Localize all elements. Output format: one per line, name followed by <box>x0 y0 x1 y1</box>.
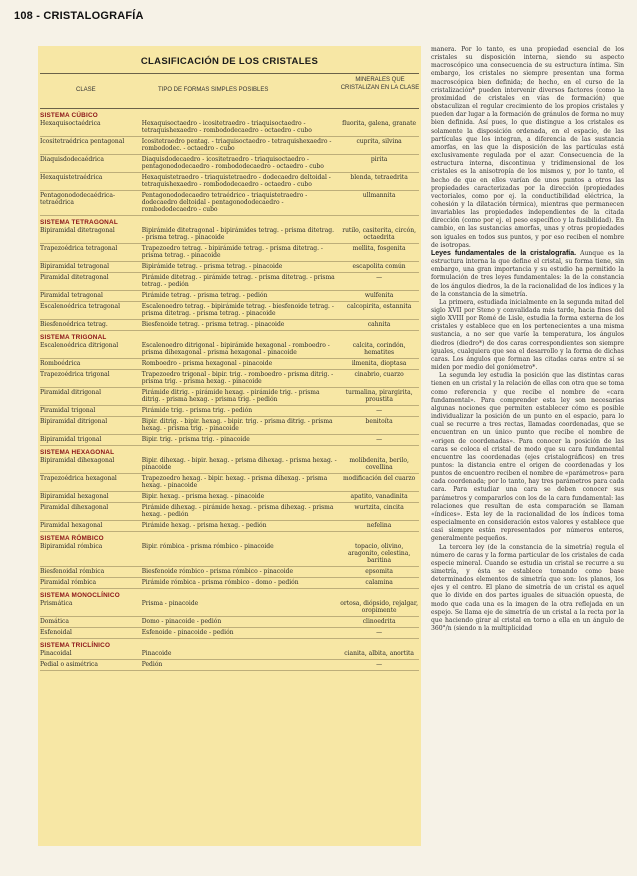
table-row <box>40 492 419 503</box>
table-row <box>40 173 419 191</box>
minerals-cell: calcita, corindón, hematites <box>352 342 406 356</box>
forms-cell: Bipir. trig. - prisma trig. - pinacoide <box>141 436 250 443</box>
section-heading-paragraph <box>431 250 624 299</box>
minerals-cell: clinoedrita <box>362 618 396 625</box>
column-header-formas: TIPO DE FORMAS SIMPLES POSIBLES <box>158 87 269 93</box>
class-cell: Trapezoédrica tetragonal <box>40 245 118 252</box>
forms-cell: Prisma - pinacoide <box>141 600 199 607</box>
class-cell: Pentagonododecaédrica-tetraédrica <box>40 192 116 206</box>
minerals-cell: ullmannita <box>362 192 396 199</box>
text-column <box>431 46 624 633</box>
minerals-cell: — <box>376 274 383 281</box>
forms-cell: Biesfenoide rómbico - prisma rómbico - pinacoide <box>141 568 294 575</box>
forms-cell: Diaquisdodecaedro - icositetraedro - triaquisoctaedro - pentagonododecaedro - rombododecaedro - octaedro - cubo <box>141 156 324 170</box>
minerals-cell: benitoíta <box>365 418 393 425</box>
table-row <box>40 273 419 291</box>
forms-cell: Bipir. rómbica - prisma rómbico - pinacoide <box>141 543 274 550</box>
forms-cell: Trapezoedro hexag. - bipir. hexag. - prisma dihexag. - prisma hexag. - pinacoide <box>141 475 328 489</box>
minerals-cell: modificación del cuarzo <box>342 475 416 482</box>
minerals-cell: — <box>376 629 383 636</box>
class-cell: Bipiramidal trigonal <box>40 436 102 443</box>
class-cell: Romboédrica <box>40 360 81 367</box>
system-heading: SISTEMA TRIGONAL <box>40 334 107 341</box>
minerals-cell: cahnita <box>367 321 391 328</box>
table-row <box>40 578 419 589</box>
forms-cell: Pirámide rómbica - prisma rómbico - domo - pedión <box>141 579 299 586</box>
paragraph: Aunque es la estructura interna la que define el cristal, su forma tiene, sin embargo, una gran importancia y su estudio ha permitido la formulación de tres leyes fundamentales: la de la constancia de los ángulos diedros, la de la racionalidad de los índices y la de la constancia de la simetría. <box>431 249 625 298</box>
table-row <box>40 302 419 320</box>
section-subheading: Leyes fundamentales de la cristalografía. <box>431 249 577 257</box>
class-cell: Hexaquisoctaédrica <box>40 120 101 127</box>
system-heading: SISTEMA CÚBICO <box>40 112 98 119</box>
minerals-cell: wulfenita <box>364 292 394 299</box>
class-cell: Biesfenoédrica tetrag. <box>40 321 108 328</box>
forms-cell: Pirámide trig. - prisma trig. - pedión <box>141 407 253 414</box>
class-cell: Diaquisdodecaédrica <box>40 156 104 163</box>
system-heading: SISTEMA RÓMBICO <box>40 535 104 542</box>
system-heading: SISTEMA HEXAGONAL <box>40 449 115 456</box>
class-cell: Escalenoédrica tetragonal <box>40 303 120 310</box>
forms-cell: Icositetraedro pentag. - triaquisoctaedro - tetraquishexaedro - rombododec. - octaedro - cubo <box>141 138 332 152</box>
table-row <box>40 628 419 639</box>
class-cell: Biesfenoidal rómbica <box>40 568 105 575</box>
forms-cell: Pirámide hexag. - prisma hexag. - pedión <box>141 522 267 529</box>
table-row <box>40 649 419 660</box>
minerals-cell: blenda, tetraedrita <box>350 174 408 181</box>
classification-table <box>38 46 421 846</box>
class-cell: Esfenoidal <box>40 629 72 636</box>
paragraph: La segunda ley estudia la posición que las distintas caras tienen en un cristal y la relación de ellas con otra que se toma como referencia y que recibe el nombre de «cara fundamental». Para comprender esta ley son necesarias algunas nociones que permiten establecer cómo es posible individualizar la posición de un punto en el espacio, para lo cual se recurre a tres rectas, llamadas coordenadas, que se encuentran en un único punto que recibe el nombre de «origen de coordenadas». Para conocer la posición de las caras se coloca el cristal de modo que su cara fundamental encuentre las coordenadas (ejes cristalográficos) en tres puntos: la distancia entre el origen de coordenadas y los puntos de encuentro reciben el nombre de «parámetros» para cada coordenada; por lo tanto, hay tres parámetros para cada cara. Para estudiar una cara se deben conocer sus parámetros y compararlos con los de la cara fundamental: las relaciones que resultan de esta comparación se llaman «índices». Esta ley de la racionalidad de los índices toma especialmente en consideración estos valores y establece que casi siempre están representados por números enteros, generalmente pequeños. <box>431 372 624 543</box>
page-header: 108 - CRISTALOGRAFÍA <box>14 10 144 22</box>
class-cell: Hexaquistetraédrica <box>40 174 103 181</box>
class-cell: Piramidal tetragonal <box>40 292 103 299</box>
table-row <box>40 599 419 617</box>
forms-cell: Pirámide tetrag. - prisma tetrag. - pedión <box>141 292 268 299</box>
table-row <box>40 226 419 244</box>
minerals-cell: epsomita <box>365 568 393 575</box>
forms-cell: Bipir. dihexag. - bipir. hexag. - prisma dihexag. - prisma hexag. - pinacoide <box>141 457 337 471</box>
class-cell: Bipiramidal tetragonal <box>40 263 110 270</box>
forms-cell: Hexaquisoctaedro - icositetraedro - triaquisoctaedro - tetraquishexaedro - rombododecaedro - octaedro - cubo <box>141 120 312 134</box>
minerals-cell: cianita, albita, anortita <box>344 650 414 657</box>
paragraph: manera. Por lo tanto, es una propiedad esencial de los cristales su disposición interna, siendo su aspecto macroscópico una consecuencia de su estructura íntima. Sin embargo, los cristales no siempre presentan una forma macroscópica bien definida; de hecho, en el curso de la cristalización* pueden intervenir diversos factores (como la proximidad de cristales en vías de formación) que obstaculizan el regular crecimiento de los propios cristales y pueden dar lugar a la formación de gránulos de forma no muy bien definida. Así pues, lo que distingue a los cristales es solamente la disposición ordenada, en el espacio, de las partículas que los integran, a diferencia de las sustancia amorfas, en las que la disposición de las partículas está exclusivamente regulada por el azar. Consecuencia de la estructura interna, discontinua y tridimensional de los cristales es la anisotropía de los mismos y, por lo tanto, el hecho de que en ellos varían de unos puntos a otros las propiedades caracterizadas por la dirección (propiedades vectoriales, como por ej. la conductibilidad eléctrica, la cohesión y la dilatación térmica), mientras que permanecen invariables las propiedades independientes de la citada dirección (como por ej. el peso específico y la fusibilidad). En cambio, en las sustancias amorfas, unas y otras propiedades son iguales en todos sus puntos, y por eso reciben el nombre de isotropas. <box>431 46 624 249</box>
minerals-cell: cuprita, silvina <box>356 138 402 145</box>
table-row <box>40 137 419 155</box>
minerals-cell: apatito, vanadinita <box>350 493 408 500</box>
minerals-cell: ortosa, diópsido, rejalgar, oropimente <box>340 600 418 614</box>
class-cell: Bipiramidal hexagonal <box>40 493 109 500</box>
minerals-cell: escapolita común <box>352 263 406 270</box>
minerals-cell: molibdenita, berilo, covellina <box>349 457 409 471</box>
table-row <box>40 388 419 406</box>
minerals-cell: fluorita, galena, granate <box>342 120 417 127</box>
table-row <box>40 155 419 173</box>
forms-cell: Pedión <box>141 661 163 668</box>
table-row <box>40 359 419 370</box>
forms-cell: Pentagonododecaedro tetraédrico - triaquistetraedro - dodecaedro deltoidal - pentagonododecaedro - rombododecaedro - cubo <box>141 192 308 213</box>
table-row <box>40 119 419 137</box>
forms-cell: Pirámide ditetrag. - pirámide tetrag. - prisma ditetrag. - prisma tetrag. - pedión <box>141 274 335 288</box>
forms-cell: Pirámide dihexag. - pirámide hexag. - prisma dihexag. - prisma hexag. - pedión <box>141 504 334 518</box>
class-cell: Piramidal rómbica <box>40 579 97 586</box>
minerals-cell: pirita <box>370 156 388 163</box>
table-row <box>40 456 419 474</box>
table-row <box>40 474 419 492</box>
class-cell: Bipiramidal dihexagonal <box>40 457 115 464</box>
forms-cell: Biesfenoide tetrag. - prisma tetrag. - pinacoide <box>141 321 285 328</box>
minerals-cell: turmalina, pirargirita, proustita <box>345 389 413 403</box>
forms-cell: Escalenoedro ditrigonal - bipirámide hexagonal - romboedro - prisma dihexagonal - prisma hexagonal - pinacoide <box>141 342 330 356</box>
table-title: CLASIFICACIÓN DE LOS CRISTALES <box>140 56 319 67</box>
forms-cell: Pirámide ditrig. - pirámide hexag. - pirámide trig. - prisma ditrig. - prisma hexag. - prisma trig. - pedión <box>141 389 320 403</box>
table-row <box>40 503 419 521</box>
forms-cell: Trapezoedro trigonal - bipir. trig. - romboedro - prisma ditrig. - prisma trig. - prisma hexag. - pinacoide <box>141 371 334 385</box>
class-cell: Domática <box>40 618 69 625</box>
minerals-cell: — <box>376 436 383 443</box>
table-row <box>40 406 419 417</box>
minerals-cell: rutilo, casiterita, circón, octaedrita <box>342 227 416 241</box>
system-heading: SISTEMA MONOCLÍNICO <box>40 592 120 599</box>
forms-cell: Esfenoide - pinacoide - pedión <box>141 629 234 636</box>
forms-cell: Escalenoedro tetrag. - bipirámide tetrag. - biesfenoide tetrag. - prisma ditetrag. - prisma tetrag. - pinacoide <box>141 303 334 317</box>
table-row <box>40 617 419 628</box>
table-row <box>40 435 419 446</box>
class-cell: Icositetraédrica pentagonal <box>40 138 125 145</box>
class-cell: Piramidal ditetragonal <box>40 274 109 281</box>
minerals-cell: ilmenita, dioptasa <box>351 360 407 367</box>
table-row <box>40 542 419 567</box>
minerals-cell: — <box>376 407 383 414</box>
class-cell: Trapezoédrica hexagonal <box>40 475 117 482</box>
table-row <box>40 191 419 216</box>
class-cell: Piramidal dihexagonal <box>40 504 109 511</box>
table-row <box>40 417 419 435</box>
table-row <box>40 320 419 331</box>
table-row <box>40 244 419 262</box>
forms-cell: Pinacoide <box>141 650 172 657</box>
forms-cell: Domo - pinacoide - pedión <box>141 618 222 625</box>
forms-cell: Bipirámide ditetragonal - bipirámides tetrag. - prisma ditetrag. - prisma tetrag. - pinacoide <box>141 227 334 241</box>
forms-cell: Romboedro - prisma hexagonal - pinacoide <box>141 360 273 367</box>
minerals-cell: topacio, olivino, aragonito, celestina, baritina <box>347 543 411 564</box>
class-cell: Trapezoédrica trigonal <box>40 371 110 378</box>
minerals-cell: calcopirita, estannita <box>346 303 412 310</box>
table-row <box>40 660 419 671</box>
table-row <box>40 567 419 578</box>
paragraph: La primera, estudiada inicialmente en la segunda mitad del siglo XVII por Steno y convalidada más tarde, hacia fines del siglo XVIII por Romé de Lisle, estudia la forma externa de los cristales y establece que en los pertenecientes a una misma sustancia, a no ser que varíe la temperatura, los ángulos diedros (diedro*) de dos caras correspondientes son siempre iguales, cualquiera que sea el desarrollo y la forma de dichas caras. Los ángulos que forman las citadas caras entre sí se miden por medio del goniómetro*. <box>431 298 624 372</box>
table-row <box>40 341 419 359</box>
table-body <box>40 109 419 671</box>
forms-cell: Bipirámide tetrag. - prisma tetrag. - pinacoide <box>141 263 283 270</box>
minerals-cell: cinabrio, cuarzo <box>354 371 404 378</box>
paragraph: La tercera ley (de la constancia de la simetría) regula el número de caras y la forma particular de los cristales de cada especie mineral. Cuando se estudia un cristal se recurre a su simetría, y ésta se establece tomando como base determinados elementos de simetría que son: los planos, los ejes y el centro. El plano de simetría de un cristal es aquel que lo divide en dos partes iguales de situación opuesta, de modo que cada una es la imagen de la otra reflejada en un espejo. Se llama eje de simetría de un cristal a la recta por la que haciendo girar al cristal en torno a ella en un ángulo de 360°/n (siendo n la multiplicidad <box>431 543 624 633</box>
system-heading: SISTEMA TETRAGONAL <box>40 219 118 226</box>
class-cell: Pinacoidal <box>40 650 72 657</box>
class-cell: Bipiramidal rómbica <box>40 543 103 550</box>
class-cell: Piramidal ditrigonal <box>40 389 102 396</box>
minerals-cell: calamina <box>365 579 393 586</box>
forms-cell: Bipir. ditrig. - bipir. hexag. - bipir. trig. - prisma ditrig. - prisma hexag. - prisma trig. - pinacoide <box>141 418 333 432</box>
column-header-clase: CLASE <box>76 87 96 93</box>
table-row <box>40 291 419 302</box>
class-cell: Bipiramidal ditrigonal <box>40 418 108 425</box>
column-header-minerales: MINERALES QUE CRISTALIZAN EN LA CLASE <box>340 77 420 91</box>
class-cell: Pedial o asimétrica <box>40 661 98 668</box>
class-cell: Bipiramidal ditetragonal <box>40 227 115 234</box>
minerals-cell: nefelina <box>366 522 392 529</box>
table-header <box>40 73 419 109</box>
class-cell: Piramidal trigonal <box>40 407 96 414</box>
minerals-cell: — <box>376 661 383 668</box>
table-row <box>40 370 419 388</box>
minerals-cell: wurtzita, cincita <box>354 504 404 511</box>
forms-cell: Hexaquistetraedro - triaquistetraedro - dodecaedro deltoidal - tetraquishexaedro - rombododecaedro - octaedro - cubo <box>141 174 331 188</box>
class-cell: Piramidal hexagonal <box>40 522 103 529</box>
forms-cell: Bipir. hexag. - prisma hexag. - pinacoide <box>141 493 265 500</box>
class-cell: Escalenoédrica ditrigonal <box>40 342 119 349</box>
table-row <box>40 262 419 273</box>
minerals-cell: mellita, fosgenita <box>352 245 406 252</box>
system-heading: SISTEMA TRICLÍNICO <box>40 642 111 649</box>
forms-cell: Trapezoedro tetrag. - bipirámide tetrag. - prisma ditetrag. - prisma tetrag. - pinacoide <box>141 245 323 259</box>
class-cell: Prismática <box>40 600 73 607</box>
table-row <box>40 521 419 532</box>
